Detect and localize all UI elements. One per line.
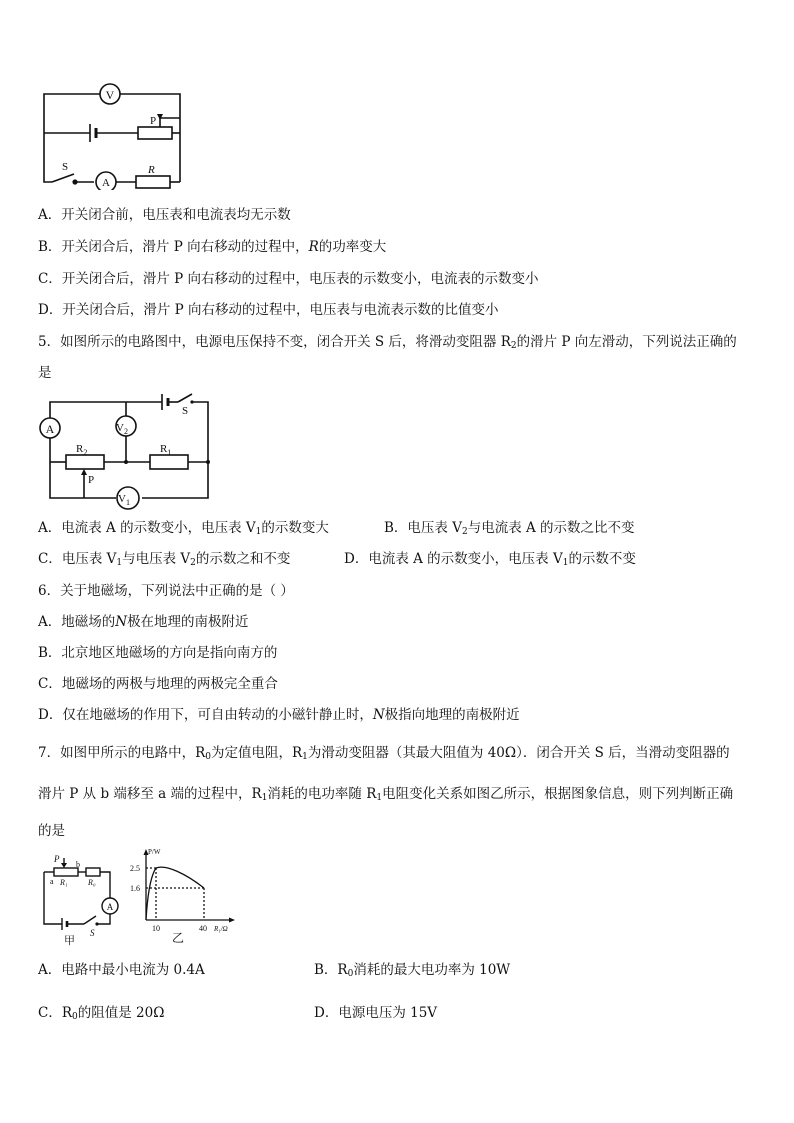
q7-graph-y-tick-high: 2.5 <box>130 864 140 873</box>
q6-option-a: A．地磁场的N极在地理的南极附近 <box>38 614 249 630</box>
q5-option-b: B．电压表 $V_2$与电流表 A 的示数之比不变 <box>384 520 635 537</box>
q7-option-d: D．电源电压为 15V <box>314 1005 438 1021</box>
q7-option-c: C．$R_0$的阻值是 20Ω <box>38 1005 165 1022</box>
q4-switch-label: S <box>62 161 69 173</box>
q5-option-d: D．电流表 A 的示数变小，电压表 $V_1$的示数不变 <box>344 551 636 568</box>
q7-a-end-label: a <box>50 877 54 886</box>
q7-stem-line1: 7．如图甲所示的电路中，$R_0$为定值电阻，$R_1$为滑动变阻器（其最大阻值为 40Ω）．闭合开关 S 后，当滑动变阻器的 <box>38 745 730 762</box>
q7-ammeter-label: A <box>106 902 114 912</box>
q5-r2-label: $R_2$ <box>76 443 88 457</box>
q6-option-b: B．北京地区地磁场的方向是指向南方的 <box>38 645 278 661</box>
q5-ammeter-label: A <box>45 422 55 436</box>
q5-option-c: C．电压表 $V_1$与电压表 $V_2$的示数之和不变 <box>38 551 291 568</box>
q5-circuit-figure <box>38 388 216 510</box>
q4-option-d: D．开关闭合后，滑片 P 向右移动的过程中，电压表与电流表示数的比值变小 <box>38 302 499 318</box>
q7-graph-x-tick-low: 10 <box>152 924 160 933</box>
q5-stem-line2: 是 <box>38 365 52 381</box>
q5-v2-label: $V_2$ <box>116 422 128 436</box>
q6-stem: 6．关于地磁场，下列说法中正确的是（ ） <box>38 583 294 599</box>
q7-b-end-label: b <box>76 860 80 869</box>
q5-stem-line1: 5．如图所示的电路图中，电源电压保持不变，闭合开关 S 后，将滑动变阻器 $R_2$的滑片 P 向左滑动，下列说法正确的 <box>38 334 737 351</box>
q7-slider-label: P <box>54 854 60 864</box>
q6-option-d: D．仅在地磁场的作用下，可自由转动的小磁针静止时，N极指向地理的南极附近 <box>38 707 520 723</box>
q5-slider-label: P <box>88 474 95 486</box>
q7-figure-yi-caption: 乙 <box>172 931 185 945</box>
q7-option-b: B．$R_0$消耗的最大电功率为 10W <box>314 962 511 979</box>
q7-power-graph-yi <box>126 846 244 946</box>
q7-option-a: A．电路中最小电流为 0.4A <box>38 962 205 978</box>
q7-r0-label: R₀ <box>88 878 96 887</box>
q4-option-b: B．开关闭合后，滑片 P 向右移动的过程中，R的功率变大 <box>38 239 387 255</box>
q6-option-c: C．地磁场的两极与地理的两极完全重合 <box>38 676 278 692</box>
q7-circuit-figure-jia <box>38 852 126 946</box>
q4-voltmeter-label: V <box>105 88 115 102</box>
q5-switch-label: S <box>182 405 189 417</box>
q7-stem-line2: 滑片 P 从 b 端移至 a 端的过程中，$R_1$消耗的电功率随 $R_1$电阻变化关系如图乙所示，根据图象信息，则下列判断正确 <box>38 786 734 803</box>
q7-figure-jia-caption: 甲 <box>64 935 75 946</box>
q4-option-c: C．开关闭合后，滑片 P 向右移动的过程中，电压表的示数变小，电流表的示数变小 <box>38 271 539 287</box>
q7-switch-label: S <box>90 928 95 938</box>
q4-resistor-label: R <box>148 164 155 176</box>
q5-v1-label: $V_1$ <box>118 493 130 507</box>
q5-option-a: A．电流表 A 的示数变小，电压表 $V_1$的示数变大 <box>38 520 329 537</box>
q7-stem-line3: 的是 <box>38 823 65 839</box>
q7-r1-label: R₁ <box>60 878 68 887</box>
q4-slider-label: P <box>150 115 157 127</box>
q4-circuit-figure <box>38 78 188 190</box>
q4-ammeter-label: A <box>102 177 110 189</box>
q7-graph-x-axis-label: R₁/Ω <box>214 925 228 933</box>
q7-graph-y-axis-label: P/W <box>148 848 161 856</box>
q5-r1-label: $R_1$ <box>160 443 172 457</box>
q7-graph-x-tick-high: 40 <box>199 924 207 933</box>
q7-graph-y-tick-low: 1.6 <box>130 884 140 893</box>
q4-option-a: A．开关闭合前，电压表和电流表均无示数 <box>38 207 291 223</box>
